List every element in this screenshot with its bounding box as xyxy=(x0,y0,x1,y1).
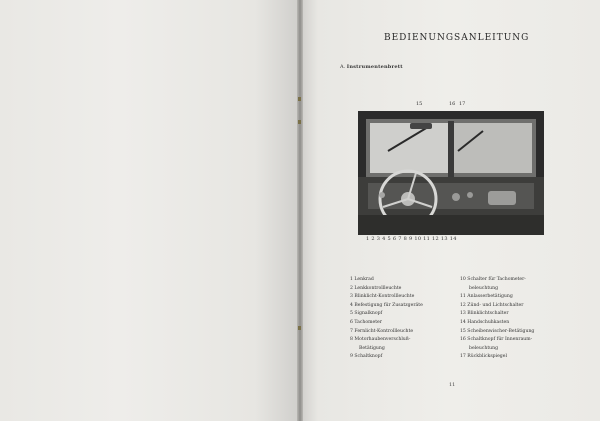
callout-16: 16 xyxy=(449,101,456,107)
section-name: Instrumentenbrett xyxy=(346,64,403,70)
legend-item: 4 Befestigung für Zusatzgeräte xyxy=(350,302,423,308)
callout-15: 15 xyxy=(416,101,423,107)
legend-item: 7 Fernlicht-Kontrollleuchte xyxy=(350,328,414,334)
book-gutter xyxy=(297,0,303,421)
legend-item: 3 Blinklicht-Kontrollleuchte xyxy=(350,294,415,300)
legend-item-cont: beleuchtung xyxy=(469,345,499,351)
legend-item: 1 Lenkrad xyxy=(350,277,374,282)
section-heading xyxy=(340,64,403,70)
legend-item: 11 Anlasserbetätigung xyxy=(460,294,513,300)
legend-item: 10 Schalter für Tachometer- xyxy=(460,277,526,282)
legend-item: 2 Lenkkontrollleuchte xyxy=(350,285,402,291)
legend-item: 17 Rückblickspiegel xyxy=(460,354,507,360)
legend-item: 14 Handschuhkasten xyxy=(460,319,510,325)
legend-item: 15 Scheibenwischer-Betätigung xyxy=(460,328,535,334)
legend-item: 6 Tachometer xyxy=(350,319,382,325)
legend-item-cont: Betätigung xyxy=(359,345,385,351)
legend-right xyxy=(460,276,570,362)
dashboard-photo xyxy=(358,111,544,235)
bottom-callouts: 1 2 3 4 5 6 7 8 9 10 11 12 13 14 xyxy=(366,236,457,242)
binding-staple xyxy=(298,97,301,101)
legend-item: 16 Schaltknopf für Innenraum- xyxy=(460,337,533,343)
binding-staple xyxy=(298,326,301,330)
page-title: BEDIENUNGSANLEITUNG xyxy=(384,33,530,43)
legend-left xyxy=(350,276,455,362)
page-number: 11 xyxy=(449,382,456,388)
legend-item: 13 Blinklichtschalter xyxy=(460,311,509,317)
callout-17: 17 xyxy=(459,101,466,107)
section-letter: A. xyxy=(340,64,346,70)
legend-item: 8 Motorhaubenverschluß- xyxy=(350,337,411,343)
legend-item: 5 Signalknopf xyxy=(350,311,383,317)
legend-item-cont: beleuchtung xyxy=(469,285,499,291)
legend-item: 9 Schaltknopf xyxy=(350,354,383,360)
binding-staple xyxy=(298,120,301,124)
legend-item: 12 Zünd- und Lichtschalter xyxy=(460,302,524,308)
